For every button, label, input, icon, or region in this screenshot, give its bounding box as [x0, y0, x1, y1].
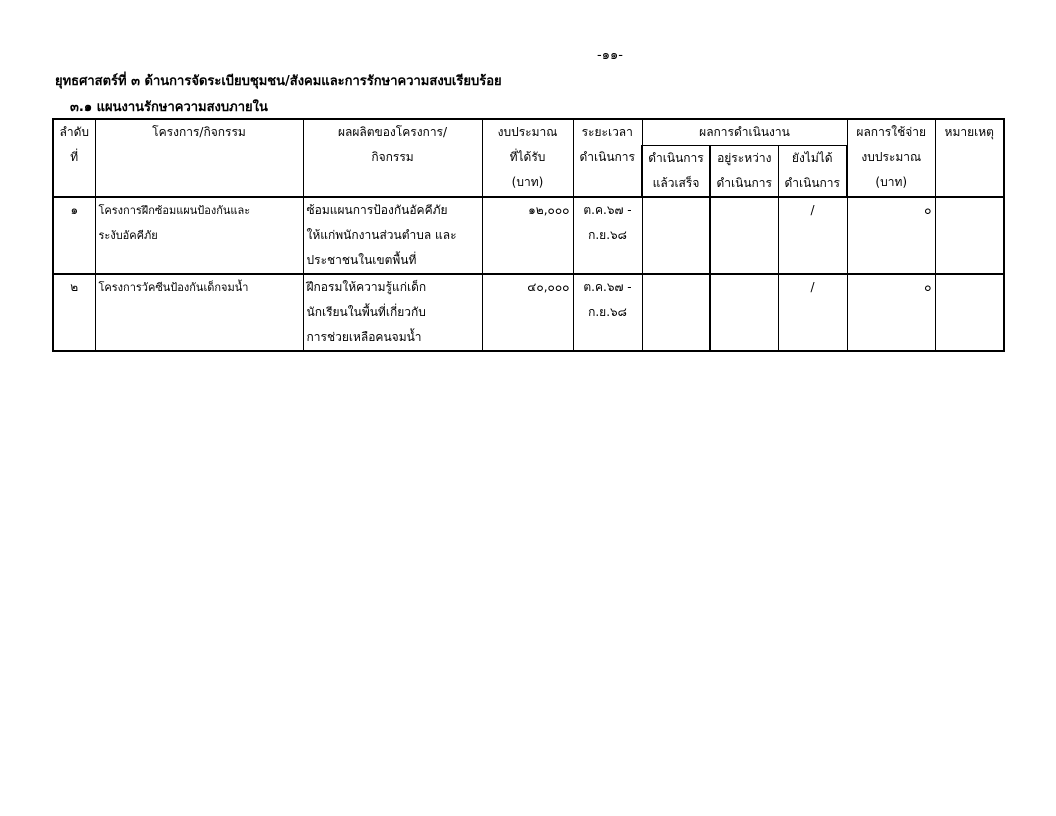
- table-row: [53, 274, 1004, 351]
- plan-table: [52, 118, 1005, 352]
- row-spent: ๐: [847, 197, 935, 274]
- strategy-title: ยุทธศาสตร์ที่ ๓ ด้านการจัดระเบียบชุมชน/สังคมและการรักษาความสงบเรียบร้อย: [55, 74, 502, 89]
- row-remark: [935, 274, 1004, 351]
- row-seq: ๑: [53, 197, 95, 274]
- row-output: ฝึกอรมให้ความรู้แก่เด็ก นักเรียนในพื้นที่เกี่ยวกับ การช่วยเหลือคนจมน้ำ: [303, 274, 482, 351]
- row-budget: ๑๒,๐๐๐: [482, 197, 573, 274]
- header-ongoing: อยู่ระหว่าง ดำเนินการ: [710, 146, 778, 198]
- page-number: -๑๑-: [597, 48, 623, 63]
- row-project: โครงการฝึกซ้อมแผนป้องกันและ ระงับอัคคีภัย: [95, 197, 303, 274]
- row-not-yet: /: [778, 274, 847, 351]
- row-seq: ๒: [53, 274, 95, 351]
- row-spent: ๐: [847, 274, 935, 351]
- table-row: [53, 197, 1004, 274]
- header-budget: งบประมาณ ที่ได้รับ (บาท): [482, 119, 573, 197]
- plan-title: ๓.๑ แผนงานรักษาความสงบภายใน: [70, 100, 268, 115]
- row-ongoing: [710, 274, 778, 351]
- header-spent: ผลการใช้จ่าย งบประมาณ (บาท): [847, 119, 935, 197]
- row-ongoing: [710, 197, 778, 274]
- header-period: ระยะเวลา ดำเนินการ: [573, 119, 642, 197]
- header-remark: หมายเหตุ: [935, 119, 1004, 197]
- row-not-yet: /: [778, 197, 847, 274]
- header-result-group: ผลการดำเนินงาน: [642, 119, 847, 146]
- row-budget: ๔๐,๐๐๐: [482, 274, 573, 351]
- row-period: ต.ค.๖๗ - ก.ย.๖๘: [573, 197, 642, 274]
- row-remark: [935, 197, 1004, 274]
- header-project: โครงการ/กิจกรรม: [95, 119, 303, 197]
- row-project: โครงการวัคซีนป้องกันเด็กจมน้ำ: [95, 274, 303, 351]
- row-done: [642, 197, 710, 274]
- header-not-yet: ยังไม่ได้ ดำเนินการ: [778, 146, 847, 198]
- header-output: ผลผลิตของโครงการ/ กิจกรรม: [303, 119, 482, 197]
- header-seq: ลำดับ ที่: [53, 119, 95, 197]
- row-done: [642, 274, 710, 351]
- row-output: ซ้อมแผนการป้องกันอัคคีภัย ให้แก่พนักงานส่วนตำบล และ ประชาชนในเขตพื้นที่: [303, 197, 482, 274]
- header-done: ดำเนินการ แล้วเสร็จ: [642, 146, 710, 198]
- row-period: ต.ค.๖๗ - ก.ย.๖๘: [573, 274, 642, 351]
